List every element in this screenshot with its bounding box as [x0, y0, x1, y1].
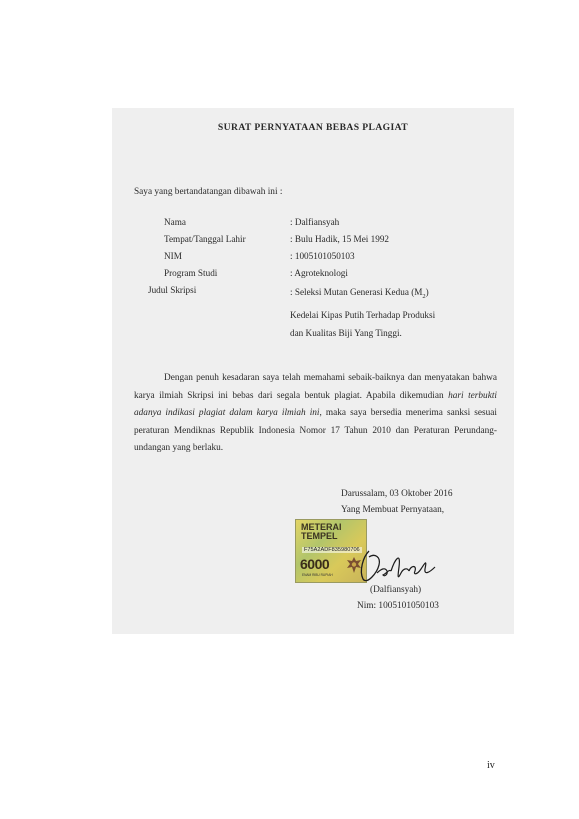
stamp-value: 6000: [300, 556, 330, 572]
field-label: Judul Skripsi: [148, 285, 197, 295]
stamp-subtext: ENAM RIBU RUPIAH: [302, 573, 333, 577]
field-label: Nama: [164, 217, 186, 227]
stamp-title: METERAI TEMPEL: [301, 522, 342, 541]
document-title: SURAT PERNYATAAN BEBAS PLAGIAT: [217, 122, 409, 133]
place-date: Darussalam, 03 Oktober 2016: [341, 489, 453, 499]
stamp-serial: F75A2ADF835980706: [304, 547, 360, 553]
statement-italic: hari terbukti adanya indikasi plagiat dalam karya ilmiah ini: [134, 390, 497, 419]
statement-paragraph: Dengan penuh kesadaran saya telah memahami sebaik-baiknya dan menyatakan bahwa karya ilmiah Skripsi ini bebas dari segala bentuk plagiat. Apabila dikemudian hari terbukti adanya indikasi plagiat dalam karya ilmiah ini, maka saya bersedia menerima sanksi sesuai peraturan Mendiknas Republik Indonesia Nomor 17 Tahun 2010 dan Peraturan Perundang-undangan yang berlaku.: [134, 373, 497, 454]
field-value: : Bulu Hadik, 15 Mei 1992: [290, 234, 390, 244]
field-value: : Agroteknologi: [290, 268, 348, 278]
field-value: : 1005101050103: [290, 251, 355, 261]
handwritten-signature: [355, 543, 441, 589]
intro-text: Saya yang bertandatangan dibawah ini :: [134, 187, 283, 197]
page-number: iv: [487, 760, 495, 771]
thesis-title-line2: Kedelai Kipas Putih Terhadap Produksi: [290, 309, 436, 320]
field-label: Program Studi: [164, 268, 218, 278]
thesis-title-line1: : Seleksi Mutan Generasi Kedua $(M_2)$: [290, 287, 429, 300]
field-label: Tempat/Tanggal Lahir: [164, 234, 246, 244]
field-label: NIM: [164, 251, 182, 261]
thesis-title: [290, 283, 435, 342]
maker-label: Yang Membuat Pernyataan,: [341, 505, 445, 515]
thesis-title-line3: dan Kualitas Biji Yang Tinggi.: [290, 327, 402, 338]
signer-name: (Dalfiansyah): [370, 585, 422, 595]
field-value: : Dalfiansyah: [290, 217, 340, 227]
scanned-page: [112, 108, 514, 634]
signer-nim: Nim: 1005101050103: [357, 601, 439, 611]
